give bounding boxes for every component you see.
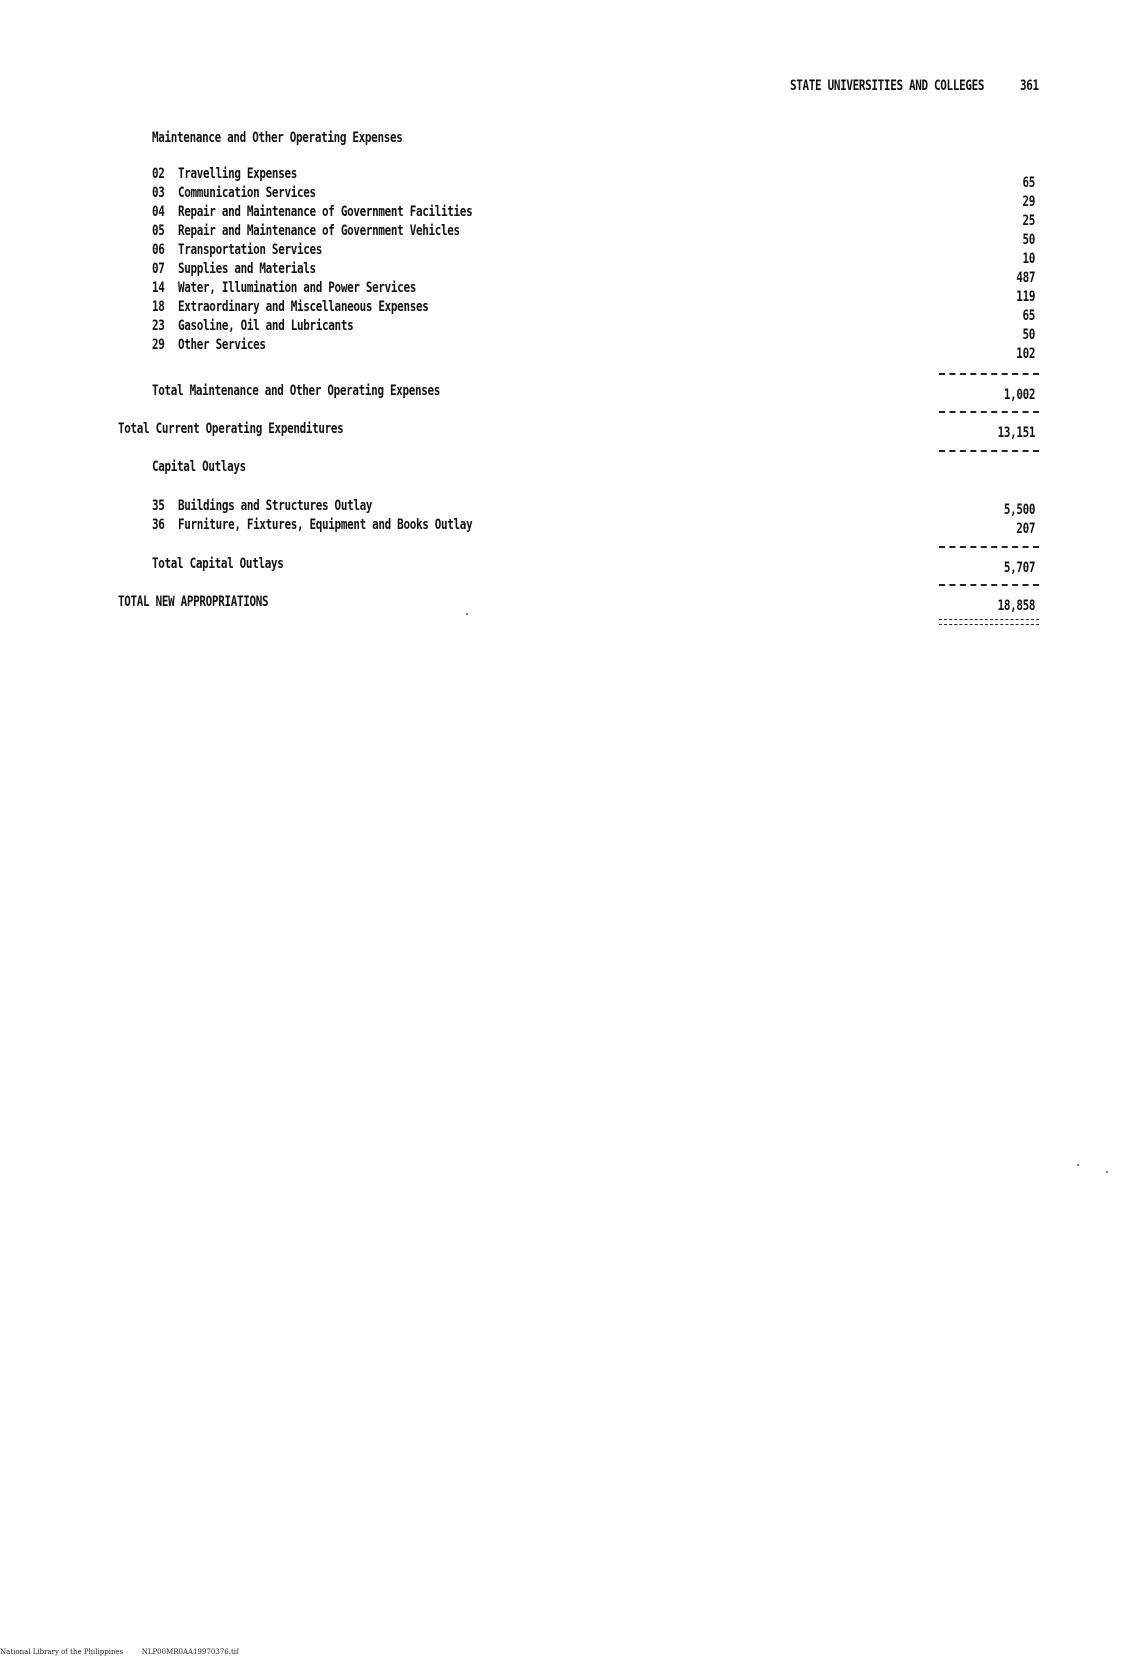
mooe-heading: Maintenance and Other Operating Expenses [152,130,403,146]
item-amount: 65 [1022,308,1035,324]
item-label: Repair and Maintenance of Government Facilities [178,204,473,220]
footer-library: National Library of the Philippines [0,1648,124,1656]
item-label: Communication Services [178,185,316,201]
footer-file: NLP00MR0AA19970376.tif [141,1648,239,1656]
subtotal-rule [939,546,1039,548]
item-amount: 29 [1022,194,1035,210]
item-code: 14 [152,280,165,296]
item-amount: 207 [1016,521,1035,537]
capital-heading: Capital Outlays [152,459,246,475]
item-label: Furniture, Fixtures, Equipment and Books Outlay [178,517,473,533]
subtotal-rule [939,373,1039,375]
mooe-total-label: Total Maintenance and Other Operating Expenses [152,383,441,399]
scan-footer [0,1648,239,1656]
item-code: 04 [152,204,165,220]
scan-speck [466,613,468,615]
item-code: 03 [152,185,165,201]
item-amount: 487 [1016,270,1035,286]
item-label: Travelling Expenses [178,166,297,182]
item-amount: 5,500 [1003,502,1035,518]
current-total-label: Total Current Operating Expenditures [118,421,344,437]
item-code: 05 [152,223,165,239]
item-code: 18 [152,299,165,315]
scan-speck [1077,1164,1079,1166]
item-amount: 119 [1016,289,1035,305]
item-label: Water, Illumination and Power Services [178,280,416,296]
item-label: Transportation Services [178,242,323,258]
page-number: 361 [1020,78,1039,94]
item-label: Other Services [178,337,266,353]
page-header-title: STATE UNIVERSITIES AND COLLEGES [790,78,985,94]
grand-total-double-rule [939,619,1039,625]
current-total-amount: 13,151 [997,425,1035,441]
item-amount: 50 [1022,327,1035,343]
item-label: Extraordinary and Miscellaneous Expenses [178,299,429,315]
item-code: 35 [152,498,165,514]
item-label: Repair and Maintenance of Government Vehicles [178,223,460,239]
item-code: 02 [152,166,165,182]
subtotal-rule [939,450,1039,452]
subtotal-rule [939,411,1039,413]
capital-total-label: Total Capital Outlays [152,556,284,572]
item-label: Gasoline, Oil and Lubricants [178,318,354,334]
item-code: 36 [152,517,165,533]
item-code: 06 [152,242,165,258]
grand-total-amount: 18,858 [997,598,1035,614]
grand-total-label: TOTAL NEW APPROPRIATIONS [118,594,269,610]
mooe-total-amount: 1,002 [1003,387,1035,403]
scan-speck [1106,1171,1108,1173]
item-code: 07 [152,261,165,277]
item-label: Buildings and Structures Outlay [178,498,373,514]
item-code: 29 [152,337,165,353]
item-code: 23 [152,318,165,334]
item-amount: 65 [1022,175,1035,191]
item-amount: 102 [1016,346,1035,362]
item-amount: 50 [1022,232,1035,248]
subtotal-rule [939,584,1039,586]
item-amount: 10 [1022,251,1035,267]
item-amount: 25 [1022,213,1035,229]
capital-total-amount: 5,707 [1003,560,1035,576]
item-label: Supplies and Materials [178,261,316,277]
